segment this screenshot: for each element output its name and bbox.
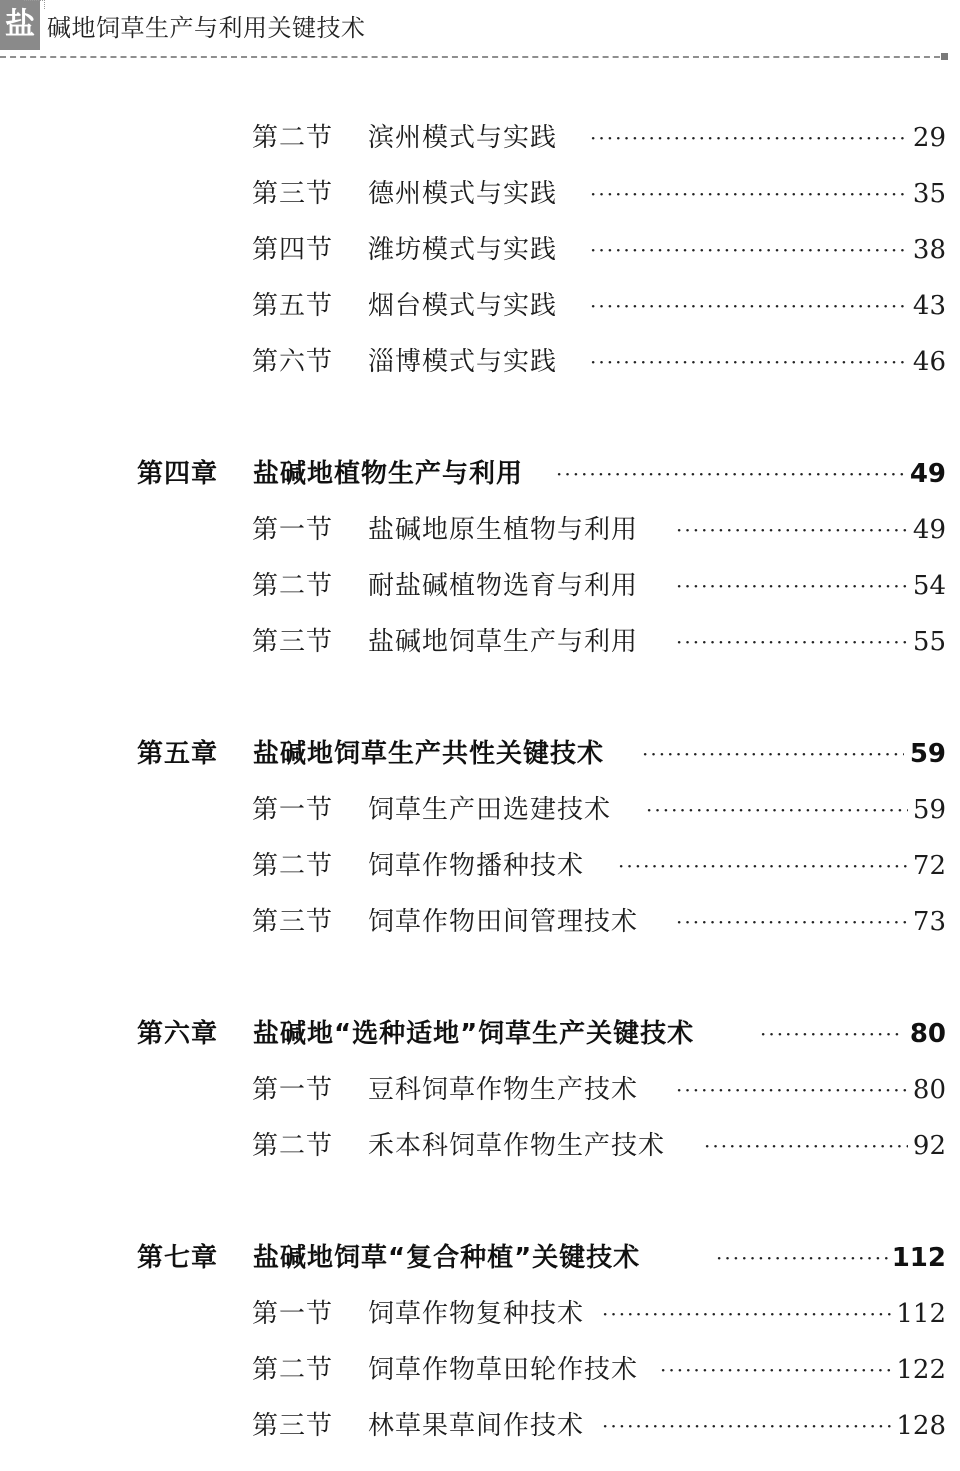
toc-section-row[interactable] [0,118,960,158]
page-number: 80 [909,1019,946,1049]
section-number: 第六节 [252,347,334,377]
chapter-title: 盐碱地“选种适地”饲草生产关键技术 [253,1019,695,1049]
dot-leader [590,342,908,382]
section-number: 第一节 [252,1299,334,1329]
toc-section-row[interactable] [0,846,960,886]
dot-leader [590,230,908,270]
toc-section-row[interactable] [0,1126,960,1166]
section-title: 林草果草间作技术 [368,1411,585,1441]
toc-section-row[interactable] [0,286,960,326]
chapter-title: 盐碱地植物生产与利用 [253,459,524,489]
page-number: 128 [896,1411,946,1441]
toc-section-row[interactable] [0,342,960,382]
section-title: 豆科饲草作物生产技术 [368,1075,639,1105]
page-number: 72 [912,851,946,881]
page-number: 59 [912,795,946,825]
page-number: 73 [912,907,946,937]
dot-leader [716,1238,888,1278]
dot-leader [704,1126,908,1166]
chapter-number: 第四章 [137,459,219,489]
chapter-number: 第五章 [137,739,219,769]
section-number: 第三节 [252,1411,334,1441]
page-number: 112 [896,1299,946,1329]
page-number: 55 [912,627,946,657]
toc-chapter-row[interactable] [0,1238,960,1278]
toc-chapter-row[interactable] [0,734,960,774]
section-number: 第二节 [252,571,334,601]
section-title: 潍坊模式与实践 [368,235,558,265]
section-title: 禾本科饲草作物生产技术 [368,1131,666,1161]
chapter-number: 第七章 [137,1243,219,1273]
chapter-title: 盐碱地饲草“复合种植”关键技术 [253,1243,641,1273]
page-number: 38 [912,235,946,265]
section-number: 第三节 [252,907,334,937]
section-number: 第三节 [252,627,334,657]
page-number: 59 [909,739,946,769]
dot-leader [646,790,908,830]
section-title: 德州模式与实践 [368,179,558,209]
dot-leader [590,286,908,326]
page-number: 43 [912,291,946,321]
section-number: 第一节 [252,515,334,545]
dot-leader [676,902,908,942]
section-number: 第四节 [252,235,334,265]
section-title: 耐盐碱植物选育与利用 [368,571,639,601]
dot-leader [642,734,904,774]
toc-section-row[interactable] [0,1350,960,1390]
toc-section-row[interactable] [0,230,960,270]
dot-leader [556,454,904,494]
header-title: 碱地饲草生产与利用关键技术 [47,14,366,42]
dot-leader [760,1014,904,1054]
section-number: 第二节 [252,123,334,153]
toc-section-row[interactable] [0,510,960,550]
toc-section-row[interactable] [0,1294,960,1334]
section-title: 烟台模式与实践 [368,291,558,321]
dot-leader [676,566,908,606]
toc-chapter-row[interactable] [0,1014,960,1054]
dot-leader [676,510,908,550]
chapter-title: 盐碱地饲草生产共性关键技术 [253,739,605,769]
toc-section-row[interactable] [0,174,960,214]
section-title: 滨州模式与实践 [368,123,558,153]
section-title: 淄博模式与实践 [368,347,558,377]
page-number: 54 [912,571,946,601]
section-number: 第一节 [252,795,334,825]
page-number: 80 [912,1075,946,1105]
section-number: 第二节 [252,851,334,881]
dot-leader [590,174,908,214]
page-number: 49 [909,459,946,489]
section-number: 第一节 [252,1075,334,1105]
page-number: 46 [912,347,946,377]
dot-leader [660,1350,892,1390]
toc-section-row[interactable] [0,622,960,662]
section-number: 第二节 [252,1355,334,1385]
section-number: 第二节 [252,1131,334,1161]
chapter-number: 第六章 [137,1019,219,1049]
toc-section-row[interactable] [0,790,960,830]
dot-leader [602,1406,892,1446]
section-title: 饲草作物播种技术 [368,851,585,881]
page-number: 122 [896,1355,946,1385]
toc-section-row[interactable] [0,566,960,606]
page-number: 92 [912,1131,946,1161]
page-number: 35 [912,179,946,209]
dot-leader [676,1070,908,1110]
dot-leader [602,1294,892,1334]
page-number: 49 [912,515,946,545]
section-number: 第三节 [252,179,334,209]
section-title: 饲草作物草田轮作技术 [368,1355,639,1385]
section-title: 盐碱地原生植物与利用 [368,515,639,545]
dot-leader [676,622,908,662]
page-number: 112 [891,1243,946,1273]
section-title: 饲草作物复种技术 [368,1299,585,1329]
toc-section-row[interactable] [0,902,960,942]
toc-section-row[interactable] [0,1406,960,1446]
section-title: 饲草生产田选建技术 [368,795,612,825]
dot-leader [618,846,908,886]
toc-chapter-row[interactable] [0,454,960,494]
section-title: 盐碱地饲草生产与利用 [368,627,639,657]
dot-leader [590,118,908,158]
toc-section-row[interactable] [0,1070,960,1110]
page-number: 29 [912,123,946,153]
header-badge: 盐 [0,0,40,50]
section-title: 饲草作物田间管理技术 [368,907,639,937]
section-number: 第五节 [252,291,334,321]
